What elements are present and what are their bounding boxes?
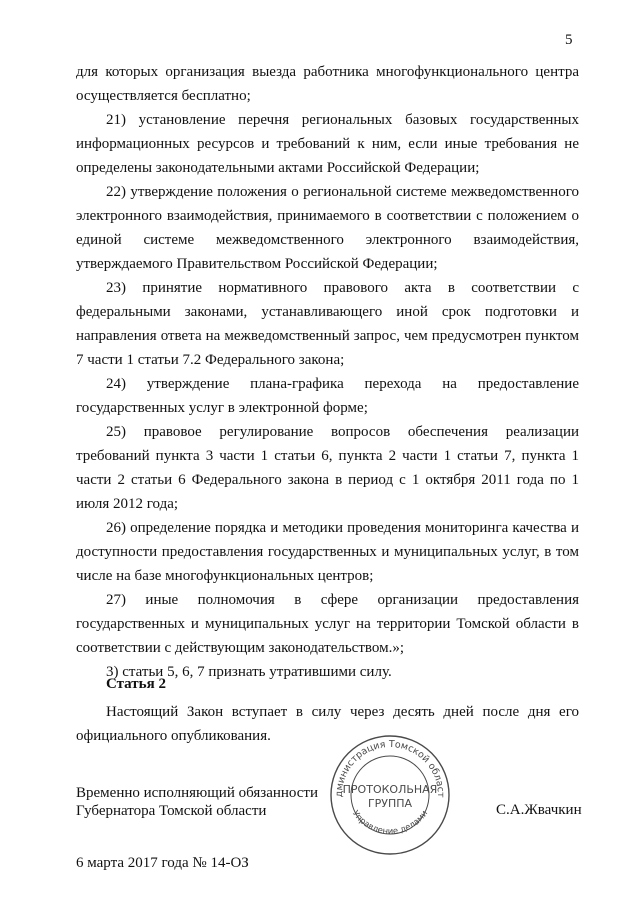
stamp-bottom-text: Управление делами	[349, 808, 431, 837]
protocol-group-stamp	[328, 733, 452, 857]
law-date-number: 6 марта 2017 года № 14-ОЗ	[76, 855, 249, 871]
article-heading: Статья 2	[106, 676, 166, 692]
paragraph-item-25: 25) правовое регулирование вопросов обеспечения реализации требований пункта 3 части 1 статьи 6, пункта 2 части 1 статьи 7, пункта 1 части 2 статьи 6 Федерального закона в период с 1 октября 2011 года по 1 июля 2012 года;	[76, 424, 579, 512]
paragraph-item-27: 27) иные полномочия в сфере организации предоставления государственных и муниципальных услуг на территории Томской области в соответствии с действующим законодательством.»;	[76, 592, 579, 656]
stamp-center-line2: ГРУППА	[367, 797, 413, 810]
signer-title	[76, 784, 318, 820]
paragraph-item-22: 22) утверждение положения о региональной системе межведомственного электронного взаимодействия, принимаемого в соответствии с положением о единой системе межведомственного электронного взаимодействия, утверждаемого Правительством Российской Федерации;	[76, 184, 579, 272]
stamp-center-line1: ПРОТОКОЛЬНАЯ	[342, 783, 438, 796]
paragraph-item-3-repeal: 3) статьи 5, 6, 7 признать утратившими силу.	[106, 664, 392, 680]
signer-title-line1: Временно исполняющий обязанности	[76, 785, 319, 801]
article-text: Настоящий Закон вступает в силу через десять дней после дня его официального опубликования.	[76, 704, 579, 744]
page-number: 5	[565, 32, 573, 48]
stamp-seal	[328, 733, 452, 857]
paragraph-item-23: 23) принятие нормативного правового акта в соответствии с федеральными законами, устанавливающего иной срок подготовки и направления ответа на межведомственный запрос, чем предусмотрен пунктом 7 части 1 статьи 7.2 Федерального закона;	[76, 280, 579, 368]
paragraph-item-26: 26) определение порядка и методики проведения мониторинга качества и доступности предоставления государственных и муниципальных услуг, в том числе на базе многофункциональных центров;	[76, 520, 579, 584]
signer-name: С.А.Жвачкин	[496, 802, 582, 818]
paragraph-item-24: 24) утверждение плана-графика перехода на предоставление государственных услуг в электронной форме;	[76, 376, 579, 416]
signer-title-line2: Губернатора Томской области	[76, 803, 267, 819]
document-body	[76, 60, 579, 684]
paragraph-item-21: 21) установление перечня региональных базовых государственных информационных ресурсов и требований к ним, если иные требования не определены законодательными актами Российской Федерации;	[76, 112, 579, 176]
stamp-outer-text: дминистрация Томской област	[333, 738, 447, 798]
paragraph-continuation: для которых организация выезда работника многофункционального центра осуществляется бесплатно;	[76, 64, 579, 104]
